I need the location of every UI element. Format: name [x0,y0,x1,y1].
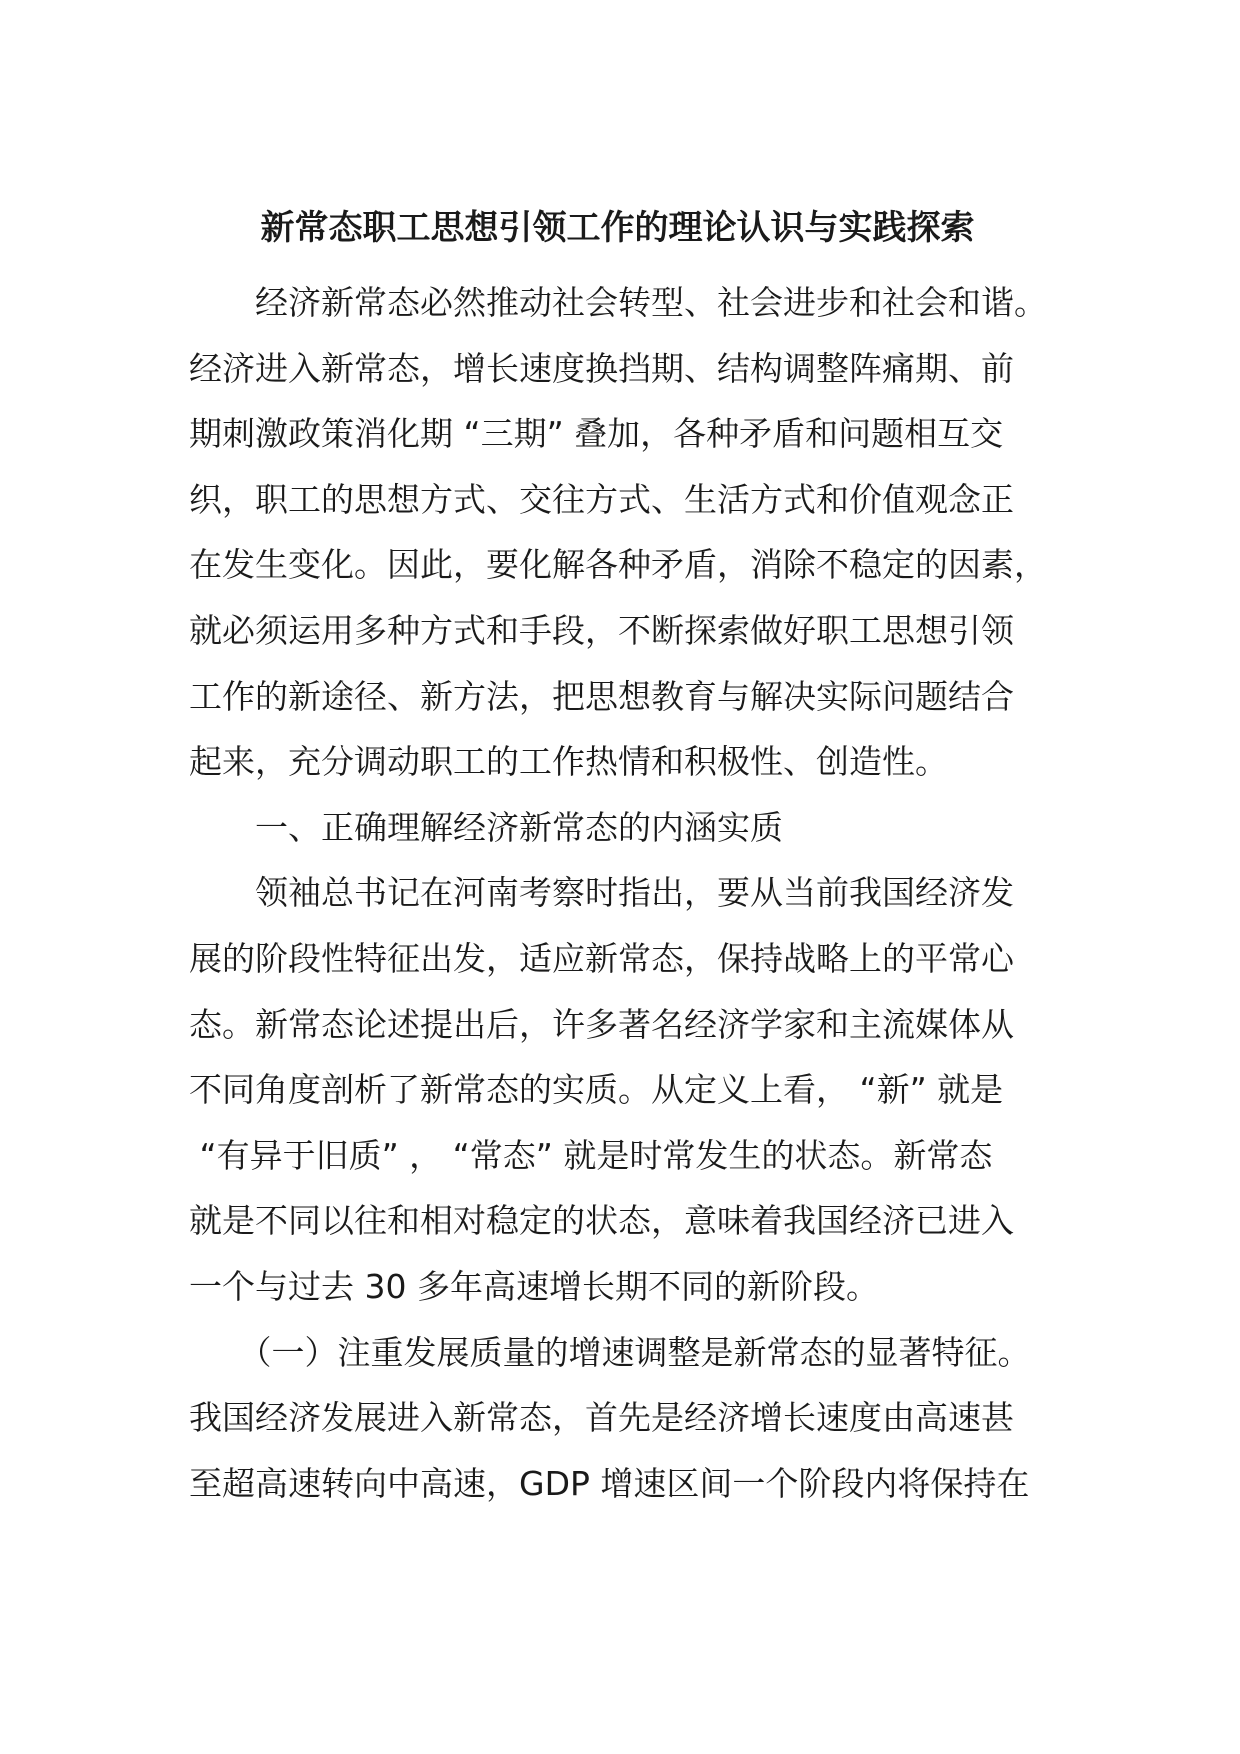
body-line: 在发生变化。因此，要化解各种矛盾，消除不稳定的因素， [189,545,1047,585]
body-line: 工作的新途径、新方法，把思想教育与解决实际问题结合 [189,676,1014,716]
body-line: 至超高速转向中高速，GDP 增速区间一个阶段内将保持在 [189,1463,1030,1503]
subsection-line: （一）注重发展质量的增速调整是新常态的显著特征。 [189,1332,1031,1372]
body-line: “有异于旧质” ， “常态” 就是时常发生的状态。新常态 [189,1135,993,1175]
body-line: 不同角度剖析了新常态的实质。从定义上看， “新” 就是 [189,1070,1004,1110]
body-line: 起来，充分调动职工的工作热情和积极性、创造性。 [189,742,948,782]
section-heading: 一、正确理解经济新常态的内涵实质 [189,807,783,847]
document-body [189,270,1049,1516]
body-line: 一个与过去 30 多年高速增长期不同的新阶段。 [189,1266,879,1306]
body-line: 期刺激政策消化期 “三期” 叠加，各种矛盾和问题相互交 [189,414,1004,454]
body-line: 领袖总书记在河南考察时指出，要从当前我国经济发 [189,873,1014,913]
body-line: 织，职工的思想方式、交往方式、生活方式和价值观念正 [189,479,1014,519]
body-line: 我国经济发展进入新常态，首先是经济增长速度由高速甚 [189,1398,1014,1438]
body-line: 展的阶段性特征出发，适应新常态，保持战略上的平常心 [189,938,1014,978]
body-line: 经济进入新常态，增长速度换挡期、结构调整阵痛期、前 [189,348,1014,388]
document-title: 新常态职工思想引领工作的理论认识与实践探索 [260,208,975,248]
body-line: 态。新常态论述提出后，许多著名经济学家和主流媒体从 [189,1004,1014,1044]
body-line: 就必须运用多种方式和手段，不断探索做好职工思想引领 [189,610,1014,650]
body-line: 经济新常态必然推动社会转型、社会进步和社会和谐。 [189,283,1047,322]
body-line: 就是不同以往和相对稳定的状态，意味着我国经济已进入 [189,1201,1014,1241]
